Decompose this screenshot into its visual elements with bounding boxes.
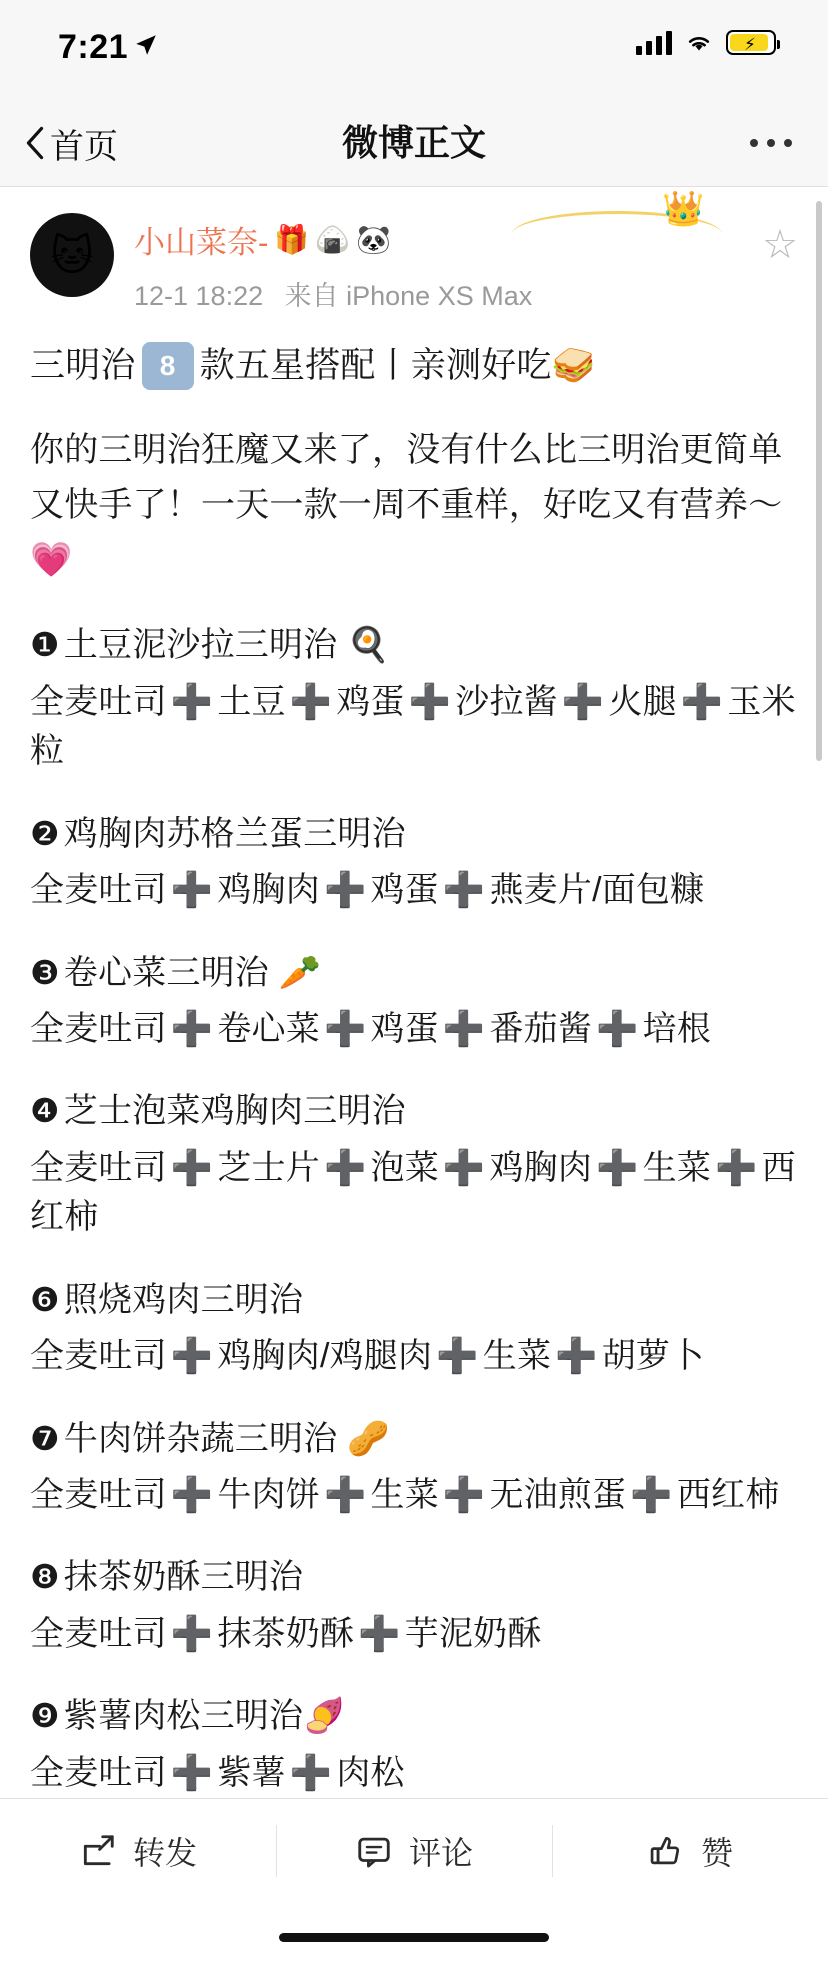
author-info <box>134 213 762 313</box>
ingredient: 胡萝卜 <box>601 1337 705 1376</box>
repost-label: 转发 <box>132 1835 197 1872</box>
recipe-name: 芝士泡菜鸡胸肉三明治 <box>63 1092 406 1131</box>
post-title-prefix: 三明治 <box>30 346 136 385</box>
ingredient: 全麦吐司 <box>30 683 167 722</box>
ingredient: 西红柿 <box>676 1476 780 1515</box>
recipe-emoji-icon: 🍠 <box>303 1697 346 1736</box>
repost-button[interactable] <box>0 1799 276 1903</box>
dot <box>767 139 775 147</box>
recipe-title <box>30 1277 798 1325</box>
post-content-scroll-area[interactable] <box>0 187 828 1798</box>
crown-icon: 👑 <box>662 190 705 228</box>
recipe-name: 抹茶奶酥三明治 <box>63 1558 304 1597</box>
recipe-name: 卷心菜三明治 <box>63 953 269 992</box>
recipe-emoji-icon: 🥜 <box>347 1419 390 1458</box>
ingredient: 肉松 <box>336 1753 405 1792</box>
recipe-item <box>30 1088 798 1242</box>
comment-icon <box>355 1832 393 1870</box>
ingredient: 燕麦片/面包糠 <box>489 871 705 910</box>
recipe-item <box>30 622 798 776</box>
navigation-bar <box>0 100 828 187</box>
author-name[interactable]: 小山菜奈- <box>134 225 269 260</box>
post-source: 来自 iPhone XS Max <box>284 281 533 311</box>
post-header <box>30 213 798 313</box>
recipe-title <box>30 1416 798 1464</box>
repost-icon <box>79 1832 117 1870</box>
comment-label: 评论 <box>408 1835 473 1872</box>
recipe-ingredients: 全麦吐司 ➕ 鸡胸肉 ➕ 鸡蛋 ➕ 燕麦片/面包糠 <box>30 871 705 910</box>
ingredient: 全麦吐司 <box>30 1753 167 1792</box>
recipe-name: 土豆泥沙拉三明治 <box>63 626 338 665</box>
recipe-marker: ❶ <box>30 626 60 664</box>
ingredient: 芝士片 <box>217 1149 320 1188</box>
recipe-ingredients: 全麦吐司 ➕ 土豆 ➕ 鸡蛋 ➕ 沙拉酱 ➕ 火腿 ➕ 玉米粒 <box>30 683 796 771</box>
ingredient: 番茄酱 <box>489 1010 593 1049</box>
recipe-item <box>30 950 798 1055</box>
location-arrow-icon <box>133 32 159 58</box>
post-title-line <box>30 339 798 393</box>
ingredient: 鸡胸肉 <box>489 1149 593 1188</box>
status-indicators <box>636 30 776 55</box>
avatar[interactable]: 🐱 <box>30 213 114 297</box>
post-intro: 你的三明治狂魔又来了，没有什么比三明治更简单又快手了！一天一款一周不重样，好吃又有营养～💗 <box>30 431 783 580</box>
post-meta <box>134 274 762 313</box>
recipe-marker: ❽ <box>30 1558 60 1596</box>
ingredient: 泡菜 <box>370 1149 439 1188</box>
recipe-ingredients: 全麦吐司 ➕ 鸡胸肉/鸡腿肉 ➕ 生菜 ➕ 胡萝卜 <box>30 1337 705 1376</box>
ingredient: 鸡蛋 <box>336 683 405 722</box>
recipe-name: 鸡胸肉苏格兰蛋三明治 <box>63 814 406 853</box>
recipe-name: 紫薯肉松三明治 <box>63 1697 304 1736</box>
ingredient: 牛肉饼 <box>217 1476 320 1515</box>
ingredient: 玉米粒 <box>30 683 796 771</box>
home-indicator[interactable] <box>279 1933 549 1942</box>
post-title-badge: 8 <box>142 342 194 389</box>
like-button[interactable] <box>552 1799 828 1903</box>
ingredient: 鸡蛋 <box>370 1010 439 1049</box>
recipe-ingredients: 全麦吐司 ➕ 芝士片 ➕ 泡菜 ➕ 鸡胸肉 ➕ 生菜 ➕ 西红柿 <box>30 1149 796 1237</box>
post-title-suffix: 款五星搭配丨亲测好吃 <box>199 346 552 385</box>
ingredient: 全麦吐司 <box>30 1149 167 1188</box>
badge-gift-icon: 🎁 <box>274 223 310 255</box>
recipe-item <box>30 1554 798 1659</box>
recipe-item <box>30 811 798 916</box>
comment-button[interactable] <box>276 1799 552 1903</box>
dot <box>784 139 792 147</box>
ingredient: 全麦吐司 <box>30 1476 167 1515</box>
ingredient: 全麦吐司 <box>30 871 167 910</box>
recipe-marker: ❸ <box>30 953 60 991</box>
ingredient: 鸡胸肉/鸡腿肉 <box>217 1337 433 1376</box>
recipe-emoji-icon: 🍳 <box>347 626 390 665</box>
thumbs-up-icon <box>647 1832 685 1870</box>
favorite-star-icon[interactable]: ☆ <box>762 223 798 267</box>
recipe-item <box>30 1693 798 1798</box>
post-container <box>0 187 828 1798</box>
recipe-item <box>30 1277 798 1382</box>
recipe-title <box>30 622 798 670</box>
ingredient: 全麦吐司 <box>30 1337 167 1376</box>
ingredient: 卷心菜 <box>217 1010 320 1049</box>
ingredient: 鸡胸肉 <box>217 871 320 910</box>
page-title: 微博正文 <box>341 122 486 163</box>
sandwich-emoji-icon: 🥪 <box>551 346 596 385</box>
post-timestamp: 12-1 18:22 <box>134 281 264 311</box>
bottom-action-toolbar <box>0 1798 828 1903</box>
status-time: 7:21 <box>58 28 129 66</box>
recipe-ingredients: 全麦吐司 ➕ 牛肉饼 ➕ 生菜 ➕ 无油煎蛋 ➕ 西红柿 <box>30 1476 780 1515</box>
ingredient: 生菜 <box>482 1337 552 1376</box>
ingredient: 紫薯 <box>217 1753 286 1792</box>
battery-charging-icon: ⚡ <box>726 30 776 55</box>
ingredient: 鸡蛋 <box>370 871 439 910</box>
ingredient: 火腿 <box>608 683 677 722</box>
recipe-title <box>30 950 798 998</box>
badge-panda-icon: 🐼 <box>356 223 391 255</box>
ingredient: 生菜 <box>370 1476 439 1515</box>
recipe-marker: ❼ <box>30 1419 60 1457</box>
recipe-ingredients: 全麦吐司 ➕ 卷心菜 ➕ 鸡蛋 ➕ 番茄酱 ➕ 培根 <box>30 1010 712 1049</box>
recipe-marker: ❷ <box>30 814 60 852</box>
ingredient: 全麦吐司 <box>30 1010 167 1049</box>
ingredient: 土豆 <box>217 683 286 722</box>
cellular-signal-icon <box>636 31 672 55</box>
recipe-title <box>30 1693 798 1741</box>
post-body <box>30 339 798 1798</box>
status-bar <box>0 0 828 100</box>
home-indicator-area <box>0 1903 828 1971</box>
wifi-icon <box>684 31 714 55</box>
ingredient: 沙拉酱 <box>455 683 558 722</box>
badge-riceball-icon: 🍙 <box>315 223 351 255</box>
like-label: 赞 <box>700 1835 733 1872</box>
recipe-marker: ❻ <box>30 1280 60 1318</box>
recipe-item <box>30 1416 798 1521</box>
ingredient: 抹茶奶酥 <box>217 1615 355 1654</box>
recipe-title <box>30 811 798 859</box>
recipe-name: 照烧鸡肉三明治 <box>63 1280 304 1319</box>
recipe-marker: ❾ <box>30 1697 60 1735</box>
ingredient: 无油煎蛋 <box>489 1476 627 1515</box>
back-button-label: 首页 <box>50 127 118 166</box>
ingredient: 生菜 <box>642 1149 712 1188</box>
recipe-marker: ❹ <box>30 1092 60 1130</box>
recipe-emoji-icon: 🥕 <box>278 953 322 992</box>
ingredient: 全麦吐司 <box>30 1615 167 1654</box>
ingredient: 芋泥奶酥 <box>404 1615 542 1654</box>
recipe-name: 牛肉饼杂蔬三明治 <box>63 1419 338 1458</box>
ingredient: 培根 <box>642 1010 712 1049</box>
recipe-ingredients: 全麦吐司 ➕ 抹茶奶酥 ➕ 芋泥奶酥 <box>30 1615 542 1654</box>
recipe-title <box>30 1088 798 1136</box>
recipe-ingredients: 全麦吐司 ➕ 紫薯 ➕ 肉松 <box>30 1753 405 1792</box>
recipe-title <box>30 1554 798 1602</box>
dot <box>750 139 758 147</box>
ingredient: 西红柿 <box>30 1149 796 1237</box>
more-options-button[interactable] <box>750 100 792 186</box>
